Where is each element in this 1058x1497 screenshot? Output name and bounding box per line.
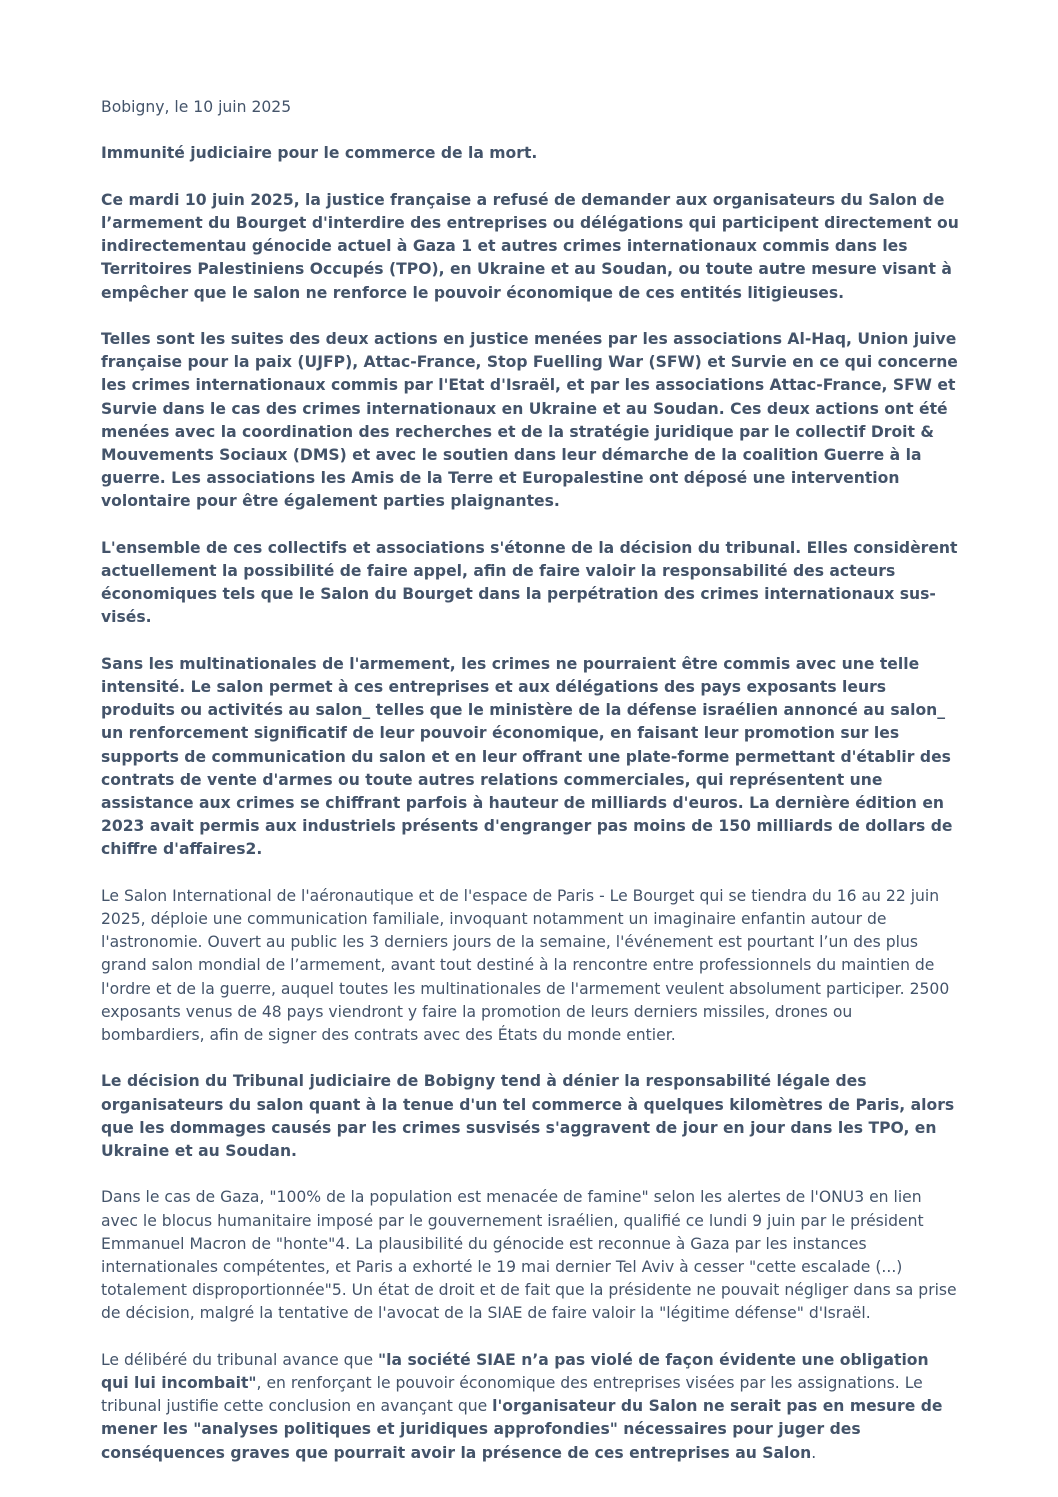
paragraph-5: Le Salon International de l'aéronautique et de l'espace de Paris - Le Bourget qui se tiendra du 16 au 22 juin 2025, déploie une communication familiale, invoquant notamment un imaginaire enfantin autour de l'astronomie. Ouvert au public les 3 derniers jours de la semaine, l'événement est pourtant l’un des plus grand salon mondial de l’armement, avant tout destiné à la rencontre entre professionnels du maintien de l'ordre et de la guerre, auquel toutes les multinationales de l'armement veulent absolument participer. 2500 exposants venus de 48 pays viendront y faire la promotion de leurs derniers missiles, drones ou bombardiers, afin de signer des contrats avec des États du monde entier. [101,886,950,1045]
paragraph-4: Sans les multinationales de l'armement, les crimes ne pourraient être commis avec une telle intensité. Le salon permet à ces entreprises et aux délégations des pays exposants leurs produits ou activités au salon_ telles que le ministère de la défense israélien annoncé au salon_ un renforcement significatif de leur pouvoir économique, en faisant leur promotion sur les supports de communication du salon et en leur offrant une plate-forme permettant d'établir des contrats de vente d'armes ou toute autres relations commerciales, qui représentent une assistance aux crimes se chiffrant parfois à hauteur de milliards d'euros. La dernière édition en 2023 avait permis aux industriels présents d'engranger pas moins de 150 milliards de dollars de chiffre d'affaires2. [101,654,953,859]
paragraph-8 [101,1349,959,1465]
paragraph-2: Telles sont les suites des deux actions en justice menées par les associations Al-Haq, Union juive française pour la paix (UJFP), Attac-France, Stop Fuelling War (SFW) et Survie en ce qui concerne les crimes internationaux commis par l'Etat d'Israël, et par les associations Attac-France, SFW et Survie dans le cas des crimes internationaux en Ukraine et au Soudan. Ces deux actions ont été menées avec la coordination des recherches et de la stratégie juridique par le collectif Droit & Mouvements Sociaux (DMS) et avec le soutien dans leur démarche de la coalition Guerre à la guerre. Les associations les Amis de la Terre et Europalestine ont déposé une intervention volontaire pour être également parties plaignantes. [101,329,958,511]
paragraph-7: Dans le cas de Gaza, "100% de la population est menacée de famine" selon les alertes de l'ONU3 en lien avec le blocus humanitaire imposé par le gouvernement israélien, qualifié ce lundi 9 juin par le président Emmanuel Macron de "honte"4. La plausibilité du génocide est reconnue à Gaza par les instances internationales compétentes, et Paris a exhorté le 19 mai dernier Tel Aviv à cesser "cette escalade (...) totalement disproportionnée"5. Un état de droit et de fait que la présidente ne pouvait négliger dans sa prise de décision, malgré la tentative de l'avocat de la SIAE de faire valoir la "légitime défense" d'Israël. [101,1188,957,1323]
document-body [101,96,959,1488]
paragraph-8-quote-2: l'organisateur du Salon ne serait pas en mesure de mener les "analyses politiques et juridiques approfondies" nécessaires pour juger des conséquences graves que pourrait avoir la présence de ces entreprises au Salon [101,1397,943,1462]
paragraph-6: Le décision du Tribunal judiciaire de Bobigny tend à dénier la responsabilité légale des organisateurs du salon quant à la tenue d'un tel commerce à quelques kilomètres de Paris, alors que les dommages causés par les crimes susvisés s'aggravent de jour en jour dans les TPO, en Ukraine et au Soudan. [101,1072,955,1161]
date-line: Bobigny, le 10 juin 2025 [101,98,292,116]
paragraph-3: L'ensemble de ces collectifs et associations s'étonne de la décision du tribunal. Elles considèrent actuellement la possibilité de faire appel, afin de faire valoir la responsabilité des acteurs économiques tels que le Salon du Bourget dans la perpétration des crimes internationaux sus-visés. [101,538,958,627]
paragraph-8-quote-1: "la société SIAE n’a pas violé de façon évidente une obligation qui lui incombait" [101,1350,929,1393]
paragraph-1: Ce mardi 10 juin 2025, la justice française a refusé de demander aux organisateurs du Salon de l’armement du Bourget d'interdire des entreprises ou délégations qui participent directement ou indirectementau génocide actuel à Gaza 1 et autres crimes internationaux commis dans les Territoires Palestiniens Occupés (TPO), en Ukraine et au Soudan, ou toute autre mesure visant à empêcher que le salon ne renforce le pouvoir économique de ces entités litigieuses. [101,190,959,302]
document-title: Immunité judiciaire pour le commerce de la mort. [101,144,538,163]
paragraph-8-segment-1: Le délibéré du tribunal avance que [101,1350,379,1369]
paragraph-8-segment-5: . [811,1443,817,1462]
paragraph-8-segment-3: , en renforçant le pouvoir économique des entreprises visées par les assignations. Le tribunal justifie cette conclusion en avançant que [101,1374,923,1416]
